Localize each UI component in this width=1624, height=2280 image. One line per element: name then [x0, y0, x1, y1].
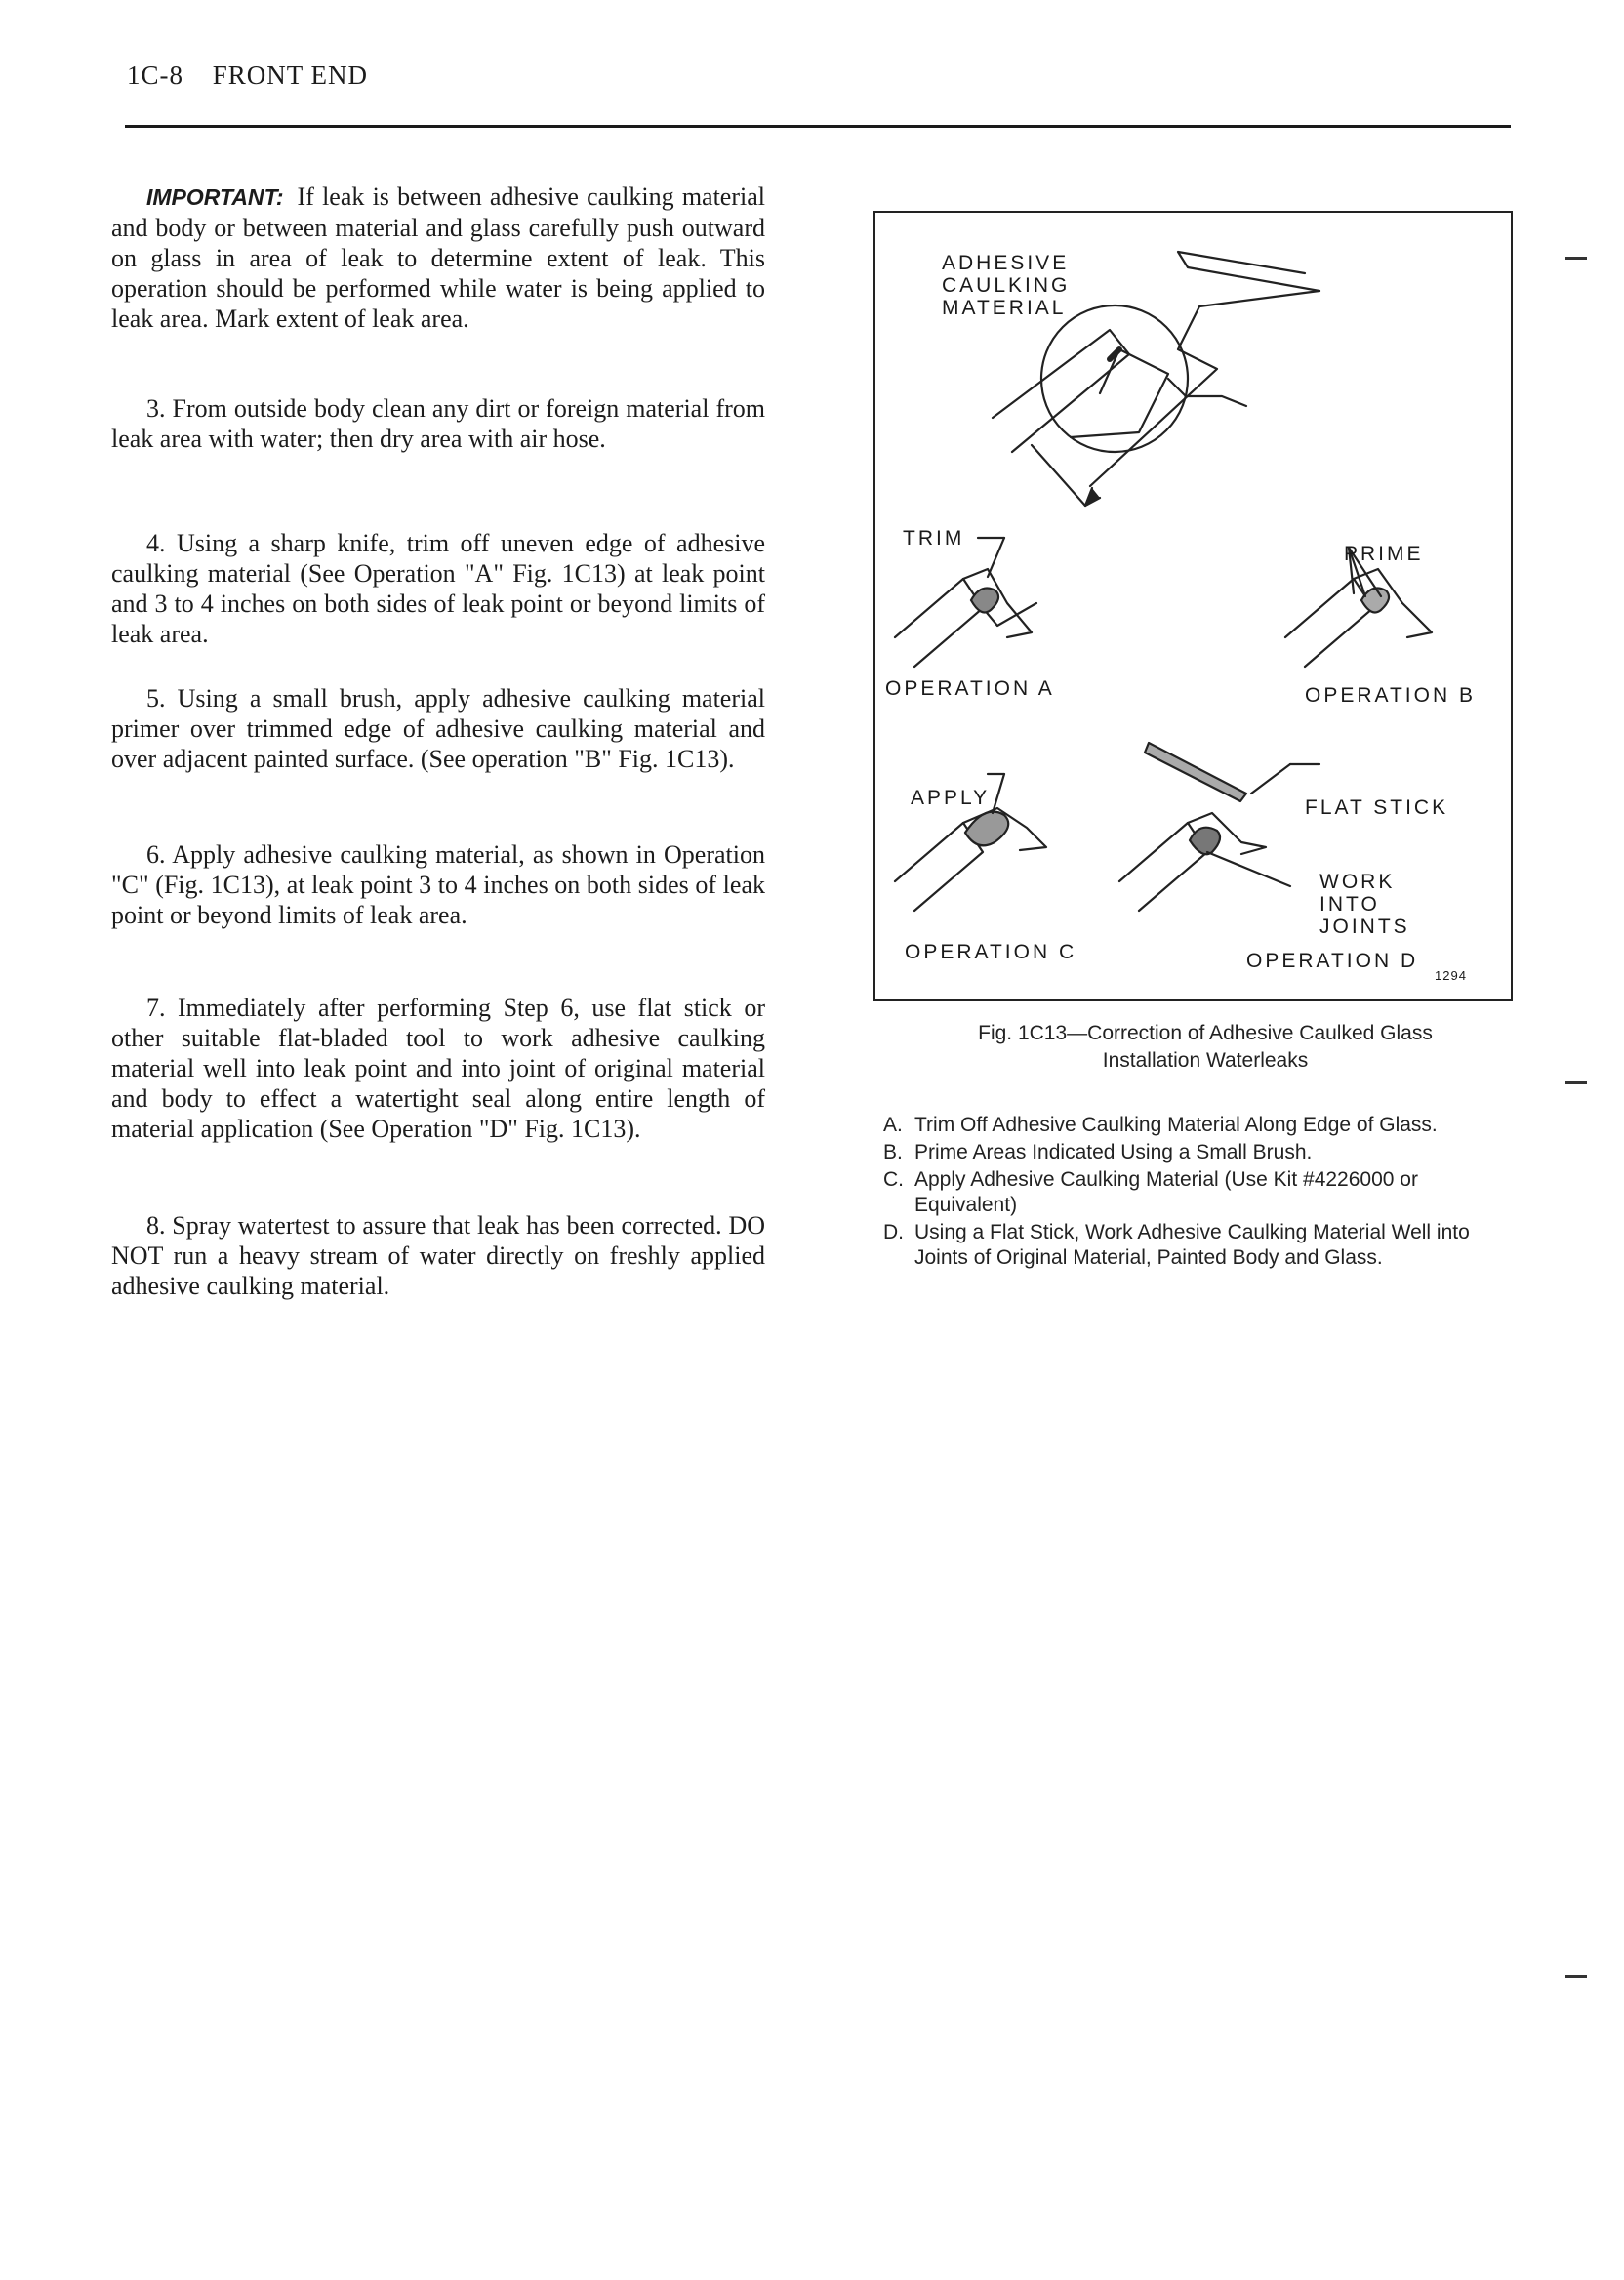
step-7: 7. Immediately after performing Step 6, use flat stick or other suitable flat-bladed tool to work adhesive caulking material well into leak point and into joint of original material and body to effect a watertight seal along entire length of material application (See Operation "D" Fig. 1C13).	[111, 994, 765, 1143]
margin-mark	[1565, 1081, 1587, 1084]
step-5: 5. Using a small brush, apply adhesive caulking material primer over trimmed edge of adhesive caulking material and over adjacent painted surface. (See operation "B" Fig. 1C13).	[111, 684, 765, 773]
label-operation-c: OPERATION C	[905, 941, 1077, 963]
figure-number: 1294	[1435, 968, 1467, 983]
note-c: C. Apply Adhesive Caulking Material (Use Kit #4226000 or Equivalent)	[883, 1168, 1418, 1216]
figure-illustration	[875, 213, 1511, 999]
page-number: 1C-8	[127, 61, 183, 90]
operation-a-drawing	[895, 538, 1036, 667]
label-work-into-joints: WORK INTO JOINTS	[1320, 871, 1410, 938]
important-label: IMPORTANT:	[146, 184, 284, 210]
note-a: A. Trim Off Adhesive Caulking Material Along Edge of Glass.	[883, 1114, 1438, 1136]
note-b: B. Prime Areas Indicated Using a Small Brush.	[883, 1141, 1313, 1163]
label-operation-d: OPERATION D	[1246, 950, 1419, 972]
figure-notes	[883, 1113, 1508, 1273]
step-8: 8. Spray watertest to assure that leak has been corrected. DO NOT run a heavy stream of water directly on freshly applied adhesive caulking material.	[111, 1211, 765, 1300]
important-paragraph	[111, 182, 765, 334]
label-apply: APPLY	[911, 787, 991, 809]
label-flat-stick: FLAT STICK	[1305, 796, 1449, 819]
figure-caption: Fig. 1C13—Correction of Adhesive Caulked Glass Installation Waterleaks	[978, 1022, 1433, 1072]
figure-1c13	[873, 211, 1513, 1001]
step-3: 3. From outside body clean any dirt or foreign material from leak area with water; then dry area with air hose.	[111, 394, 765, 453]
label-adhesive: ADHESIVE CAULKING MATERIAL	[942, 252, 1071, 319]
important-text: If leak is between adhesive caulking material and body or between material and glass carefully push outward on glass in area of leak to determine extent of leak. This operation should be performed while water is being applied to leak area. Mark extent of leak area.	[111, 183, 765, 333]
step-4: 4. Using a sharp knife, trim off uneven edge of adhesive caulking material (See Operation "A" Fig. 1C13) at leak point and 3 to 4 inches on both sides of leak point or beyond limits of leak area.	[111, 529, 765, 648]
label-prime: PRIME	[1344, 543, 1424, 565]
label-operation-a: OPERATION A	[885, 677, 1055, 700]
note-d: D. Using a Flat Stick, Work Adhesive Caulking Material Well into Joints of Original Material, Painted Body and Glass.	[883, 1221, 1470, 1269]
section-title: FRONT END	[212, 61, 369, 90]
margin-mark	[1565, 1975, 1587, 1978]
operation-b-drawing	[1285, 548, 1432, 667]
step-6: 6. Apply adhesive caulking material, as shown in Operation "C" (Fig. 1C13), at leak point 3 to 4 inches on both sides of leak point or beyond limits of leak area.	[111, 840, 765, 929]
label-trim: TRIM	[903, 527, 965, 550]
label-operation-b: OPERATION B	[1305, 684, 1476, 707]
header-rule	[125, 125, 1511, 128]
margin-mark	[1565, 257, 1587, 260]
page-header	[127, 61, 368, 91]
operation-d-drawing	[1119, 743, 1320, 911]
